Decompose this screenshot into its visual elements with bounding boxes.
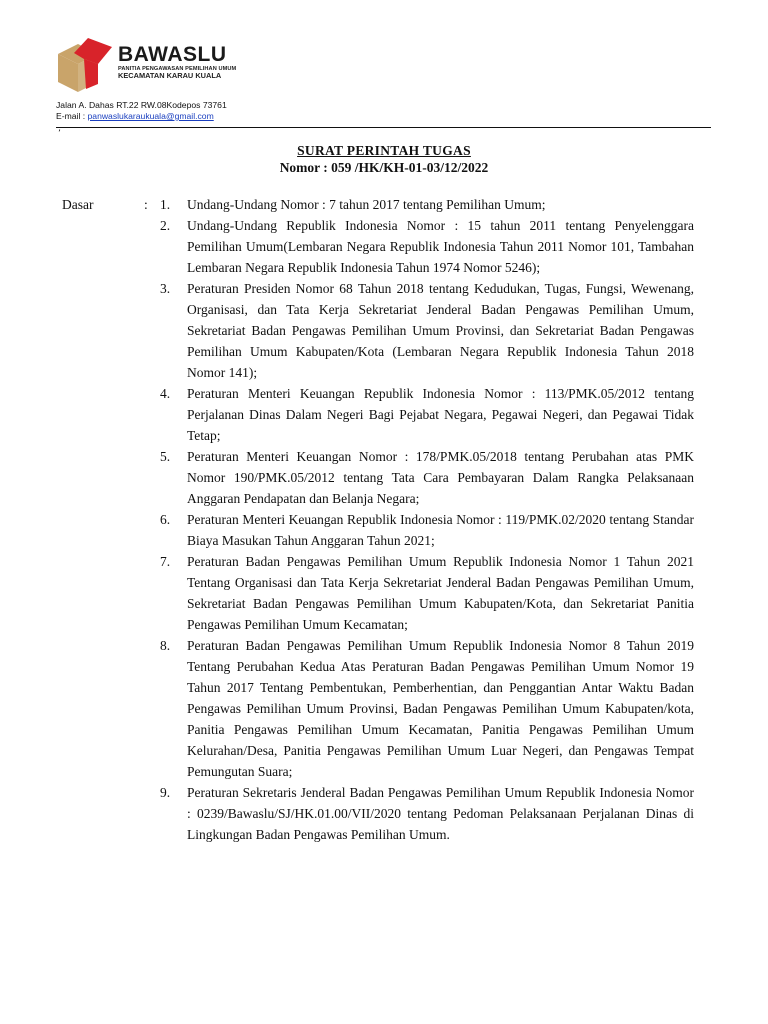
item-text: Peraturan Sekretaris Jenderal Badan Pengawas Pemilihan Umum Republik Indonesia Nomor : 0239/Bawaslu/SJ/HK.01.00/VII/2020 tentang Pedoman Pelaksanaan Perjalanan Dinas di Lingkungan Badan Pengawas Pemilihan Umum. <box>187 785 694 842</box>
title-number: Nomor : 059 /HK/KH-01-03/12/2022 <box>279 160 489 175</box>
item-text: Peraturan Presiden Nomor 68 Tahun 2018 tentang Kedudukan, Tugas, Fungsi, Wewenang, Organisasi, dan Tata Kerja Sekretariat Jenderal Badan Pengawas Pemilihan Umum, Sekretariat Badan Pengawas Pemilihan Umum Provinsi, dan Sekretariat Badan Pengawas Pemilihan Umum Kabupaten/Kota (Lembaran Negara Republik Indonesia Tahun 2018 Nomor 141); <box>187 281 694 380</box>
item-text: Peraturan Menteri Keuangan Republik Indonesia Nomor : 119/PMK.02/2020 tentang Standar Biaya Masukan Tahun Anggaran Tahun 2021; <box>187 512 694 548</box>
document-title <box>0 142 768 176</box>
item-number: 5. <box>160 449 171 464</box>
item-number: 6. <box>160 512 171 527</box>
letterhead-address <box>56 100 227 122</box>
list-item <box>160 782 694 845</box>
brand-name: BAWASLU <box>118 43 227 66</box>
title-heading: SURAT PERINTAH TUGAS <box>297 143 471 158</box>
item-number: 4. <box>160 386 171 401</box>
bawaslu-logo-icon <box>54 37 116 94</box>
email-line <box>56 111 227 122</box>
item-number: 8. <box>160 638 171 653</box>
email-label: E-mail : <box>56 111 88 121</box>
list-item <box>160 509 694 551</box>
list-item <box>160 194 694 215</box>
divider-mark: ٬ <box>58 128 61 138</box>
item-text: Peraturan Badan Pengawas Pemilihan Umum Republik Indonesia Nomor 1 Tahun 2021 Tentang Organisasi dan Tata Kerja Sekretariat Jenderal Badan Pengawas Pemilihan Umum, Sekretariat Badan Pengawas Pemilihan Umum Kabupaten/Kota, dan Sekretariat Panitia Pengawas Pemilihan Umum Kecamatan; <box>187 554 694 632</box>
item-text: Undang-Undang Nomor : 7 tahun 2017 tentang Pemilihan Umum; <box>187 197 546 212</box>
list-item <box>160 551 694 635</box>
item-number: 3. <box>160 281 171 296</box>
item-text: Undang-Undang Republik Indonesia Nomor : 15 tahun 2011 tentang Penyelenggara Pemilihan Umum(Lembaran Negara Republik Indonesia Tahun 2011 Nomor 101, Tambahan Lembaran Negara Republik Indonesia Tahun 1974 Nomor 5246); <box>187 218 694 275</box>
item-number: 9. <box>160 785 171 800</box>
list-item <box>160 215 694 278</box>
item-number: 2. <box>160 218 171 233</box>
item-text: Peraturan Menteri Keuangan Nomor : 178/PMK.05/2018 tentang Perubahan atas PMK Nomor 190/PMK.05/2012 tentang Tata Cara Pembayaran Dalam Rangka Pelaksanaan Anggaran Pendapatan dan Belanja Negara; <box>187 449 694 506</box>
dasar-list <box>160 194 694 845</box>
list-item <box>160 635 694 782</box>
list-item <box>160 446 694 509</box>
dasar-colon: : <box>144 197 148 212</box>
header-divider <box>56 127 711 128</box>
list-item <box>160 383 694 446</box>
address-line: Jalan A. Dahas RT.22 RW.08Kodepos 73761 <box>56 100 227 110</box>
brand-subtitle-2: KECAMATAN KARAU KUALA <box>118 71 222 80</box>
item-number: 1. <box>160 197 171 212</box>
dasar-label: Dasar <box>62 197 94 212</box>
item-text: Peraturan Badan Pengawas Pemilihan Umum Republik Indonesia Nomor 8 Tahun 2019 Tentang Perubahan Kedua Atas Peraturan Badan Pengawas Pemilihan Umum Nomor 19 Tahun 2017 Tentang Pembentukan, Pemberhentian, dan Penggantian Antar Waktu Badan Pengawas Pemilihan Umum Provinsi, Badan Pengawas Pemilihan Umum Kabupaten/kota, Panitia Pengawas Pemilihan Umum Kecamatan, Panitia Pengawas Pemilihan Umum Kelurahan/Desa, Panitia Pengawas Pemilihan Umum Luar Negeri, dan Pengawas Tempat Pemungutan Suara; <box>187 638 694 779</box>
item-text: Peraturan Menteri Keuangan Republik Indonesia Nomor : 113/PMK.05/2012 tentang Perjalanan Dinas Dalam Negeri Bagi Pejabat Negara, Pegawai Negeri, dan Pegawai Tidak Tetap; <box>187 386 694 443</box>
list-item <box>160 278 694 383</box>
brand-subtitle-1: PANITIA PENGAWASAN PEMILIHAN UMUM <box>118 66 237 72</box>
email-link[interactable]: panwaslukaraukuala@gmail.com <box>87 111 214 121</box>
letterhead-brand <box>118 44 258 80</box>
item-number: 7. <box>160 554 171 569</box>
